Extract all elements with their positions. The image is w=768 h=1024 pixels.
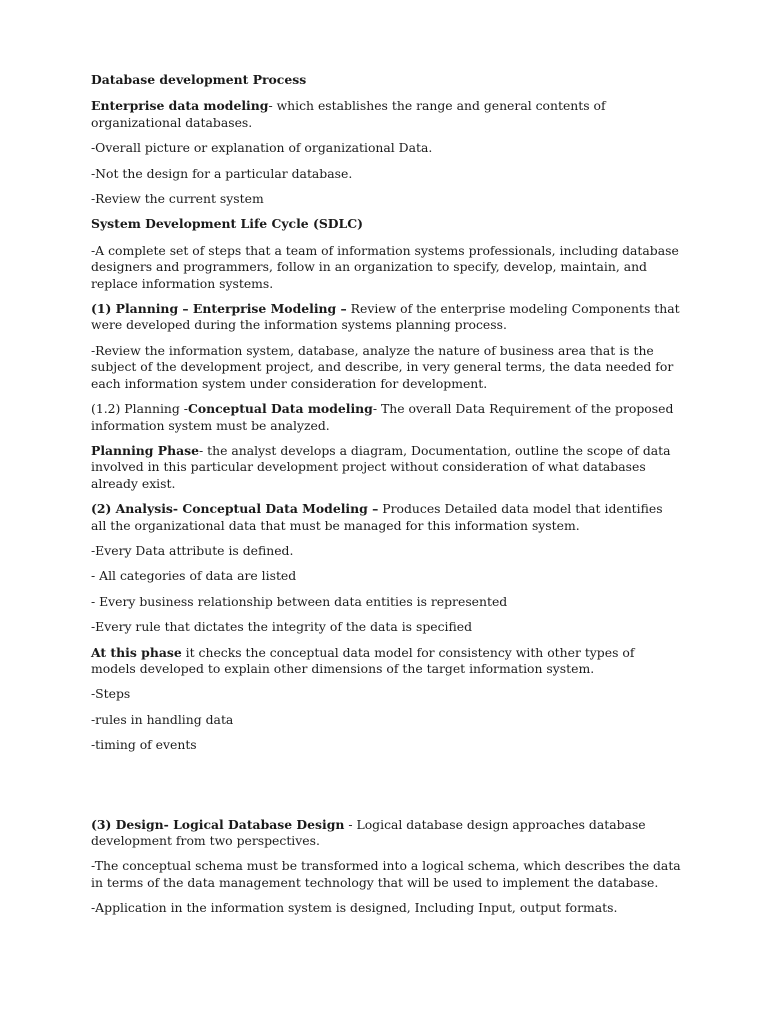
sdlc-heading: System Development Life Cycle (SDLC) <box>91 216 363 232</box>
analysis-paragraph <box>91 501 681 534</box>
analysis-bullet: -Every rule that dictates the integrity of the data is specified <box>91 619 473 635</box>
planning-label: (1) Planning – Enterprise Modeling – <box>91 301 347 317</box>
planning-phase-text: - the analyst develops a diagram, Documentation, outline the scope of data involved in this particular development project without consideration of what databases already exist. <box>91 442 671 491</box>
phase-bullet: -Steps <box>91 686 131 702</box>
design-bullet: -The conceptual schema must be transformed into a logical schema, which describes the data in terms of the data management technology that will be used to implement the database. <box>91 858 681 890</box>
planning-phase-paragraph <box>91 443 681 492</box>
analysis-text: Produces Detailed data model that identifies all the organizational data that must be managed for this information system. <box>91 501 663 533</box>
planning-12-paragraph <box>91 401 681 434</box>
planning-12-label: Conceptual Data modeling <box>187 401 373 417</box>
enterprise-text: - which establishes the range and general contents of organizational databases. <box>91 98 606 130</box>
enterprise-label: Enterprise data modeling <box>91 98 269 114</box>
document-title: Database development Process <box>91 72 307 87</box>
analysis-bullet: - Every business relationship between data entities is represented <box>91 593 508 609</box>
analysis-bullet: -Every Data attribute is defined. <box>91 542 294 558</box>
enterprise-bullet: -Not the design for a particular database. <box>91 165 353 181</box>
planning-text: Review of the enterprise modeling Components that were developed during the information systems planning process. <box>91 301 680 333</box>
planning-12-text: - The overall Data Requirement of the proposed information system must be analyzed. <box>91 401 674 433</box>
design-bullet: -Application in the information system is designed, Including Input, output formats. <box>91 900 618 916</box>
design-paragraph <box>91 817 681 850</box>
planning-review-paragraph: -Review the information system, database, analyze the nature of business area that is the subject of the development project, and describe, in very general terms, the data needed for each information system under consideration for development. <box>91 342 674 391</box>
planning-paragraph <box>91 301 681 334</box>
phase-bullet: -timing of events <box>91 737 197 753</box>
design-label: (3) Design- Logical Database Design <box>91 816 345 832</box>
planning-phase-label: Planning Phase <box>91 442 199 458</box>
at-this-phase-paragraph <box>91 645 681 678</box>
at-this-phase-label: At this phase <box>91 644 182 660</box>
analysis-label: (2) Analysis- Conceptual Data Modeling – <box>91 501 379 517</box>
enterprise-bullet: -Review the current system <box>91 191 264 207</box>
planning-12-prefix: (1.2) Planning - <box>91 401 188 417</box>
analysis-bullet: - All categories of data are listed <box>91 568 297 584</box>
blank-space <box>91 763 681 817</box>
document-body <box>91 72 681 926</box>
enterprise-paragraph <box>91 98 681 131</box>
design-text: - Logical database design approaches database development from two perspectives. <box>91 816 646 848</box>
at-this-phase-text: it checks the conceptual data model for consistency with other types of models developed to explain other dimensions of the target information system. <box>91 644 635 676</box>
phase-bullet: -rules in handling data <box>91 711 234 727</box>
sdlc-paragraph: -A complete set of steps that a team of information systems professionals, including database designers and programmers, follow in an organization to specify, develop, maintain, and replace information systems. <box>91 242 679 291</box>
enterprise-bullet: -Overall picture or explanation of organizational Data. <box>91 140 433 156</box>
